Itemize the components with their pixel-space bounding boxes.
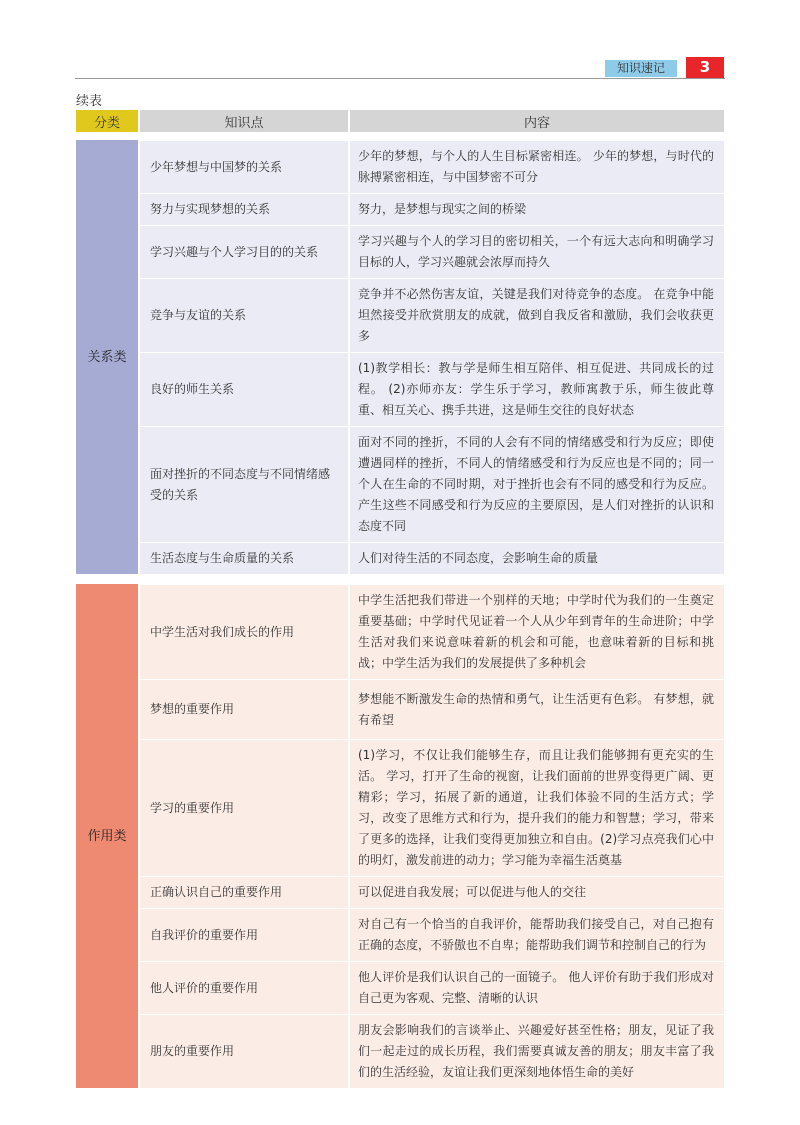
table-row xyxy=(76,426,724,542)
content-cell: (1)教学相长：教与学是师生相互陪伴、相互促进、共同成长的过程。 (2)亦师亦友：学生乐于学习，教师寓教于乐，师生彼此尊重、相互关心、携手共进，这是师生交往的良好状态 xyxy=(348,352,724,426)
header-rule xyxy=(75,78,725,79)
table-row xyxy=(76,140,724,193)
category-cell: 作用类 xyxy=(76,584,138,1088)
content-cell: 努力，是梦想与现实之间的桥梁 xyxy=(348,193,724,225)
table-row xyxy=(76,542,724,574)
table-row xyxy=(76,961,724,1014)
knowledge-point: 中学生活对我们成长的作用 xyxy=(138,584,348,679)
content-cell: 中学生活把我们带进一个别样的天地；中学时代为我们的一生奠定重要基础；中学时代见证着一个人从少年到青年的生命进阶；中学生活对我们来说意味着新的机会和可能，也意味着新的目标和挑战；中学生活为我们的发展提供了多种机会 xyxy=(348,584,724,679)
knowledge-point: 梦想的重要作用 xyxy=(138,679,348,739)
content-cell: 面对不同的挫折，不同的人会有不同的情绪感受和行为反应；即使遭遇同样的挫折，不同人的情绪感受和行为反应也是不同的；同一个人在生命的不同时期，对于挫折也会有不同的感受和行为反应。 产生这些不同感受和行为反应的主要原因，是人们对挫折的认识和态度不同 xyxy=(348,426,724,542)
continued-label: 续表 xyxy=(76,94,103,109)
content-cell: 朋友会影响我们的言谈举止、兴趣爱好甚至性格；朋友，见证了我们一起走过的成长历程，我们需要真诚友善的朋友；朋友丰富了我们的生活经验，友谊让我们更深刻地体悟生命的美好 xyxy=(348,1014,724,1088)
content-cell: (1)学习，不仅让我们能够生存，而且让我们能够拥有更充实的生活。 学习，打开了生命的视窗，让我们面前的世界变得更广阔、更精彩；学习，拓展了新的通道，让我们体验不同的生活方式；学习，改变了思维方式和行为，提升我们的能力和智慧；学习，带来了更多的选择，让我们变得更加独立和自由。(2)学习点亮我们心中的明灯，激发前进的动力；学习能为幸福生活奠基 xyxy=(348,739,724,876)
table-row xyxy=(76,1014,724,1088)
page-number: 3 xyxy=(686,57,724,78)
category-cell: 关系类 xyxy=(76,140,138,574)
knowledge-point: 生活态度与生命质量的关系 xyxy=(138,542,348,574)
content-cell: 竞争并不必然伤害友谊，关键是我们对待竞争的态度。 在竞争中能坦然接受并欣赏朋友的成就，做到自我反省和激励，我们会收获更多 xyxy=(348,278,724,352)
content-cell: 人们对待生活的不同态度，会影响生命的质量 xyxy=(348,542,724,574)
table-row xyxy=(76,278,724,352)
table-row xyxy=(76,876,724,908)
knowledge-point: 他人评价的重要作用 xyxy=(138,961,348,1014)
table-row xyxy=(76,679,724,739)
knowledge-point: 学习的重要作用 xyxy=(138,739,348,876)
table-header-row xyxy=(76,110,724,132)
knowledge-point: 自我评价的重要作用 xyxy=(138,908,348,961)
knowledge-point: 朋友的重要作用 xyxy=(138,1014,348,1088)
knowledge-point: 正确认识自己的重要作用 xyxy=(138,876,348,908)
knowledge-point: 良好的师生关系 xyxy=(138,352,348,426)
content-cell: 对自己有一个恰当的自我评价，能帮助我们接受自己，对自己抱有正确的态度，不骄傲也不自卑；能帮助我们调节和控制自己的行为 xyxy=(348,908,724,961)
header-category: 分类 xyxy=(76,110,138,132)
header-point: 知识点 xyxy=(138,110,348,132)
knowledge-point: 少年梦想与中国梦的关系 xyxy=(138,140,348,193)
knowledge-point: 学习兴趣与个人学习目的的关系 xyxy=(138,225,348,278)
header-content: 内容 xyxy=(348,110,724,132)
table-row xyxy=(76,908,724,961)
table-row xyxy=(76,225,724,278)
table-row xyxy=(76,739,724,876)
table-row xyxy=(76,352,724,426)
table-row xyxy=(76,193,724,225)
knowledge-table xyxy=(76,110,724,1088)
table-row xyxy=(76,584,724,679)
content-cell: 少年的梦想，与个人的人生目标紧密相连。 少年的梦想，与时代的脉搏紧密相连，与中国梦密不可分 xyxy=(348,140,724,193)
knowledge-point: 努力与实现梦想的关系 xyxy=(138,193,348,225)
knowledge-point: 面对挫折的不同态度与不同情绪感受的关系 xyxy=(138,426,348,542)
content-cell: 学习兴趣与个人的学习目的密切相关，一个有远大志向和明确学习目标的人，学习兴趣就会浓厚而持久 xyxy=(348,225,724,278)
content-cell: 他人评价是我们认识自己的一面镜子。 他人评价有助于我们形成对自己更为客观、完整、清晰的认识 xyxy=(348,961,724,1014)
content-cell: 梦想能不断激发生命的热情和勇气，让生活更有色彩。 有梦想，就有希望 xyxy=(348,679,724,739)
knowledge-point: 竞争与友谊的关系 xyxy=(138,278,348,352)
section-tag: 知识速记 xyxy=(605,60,677,77)
content-cell: 可以促进自我发展；可以促进与他人的交往 xyxy=(348,876,724,908)
